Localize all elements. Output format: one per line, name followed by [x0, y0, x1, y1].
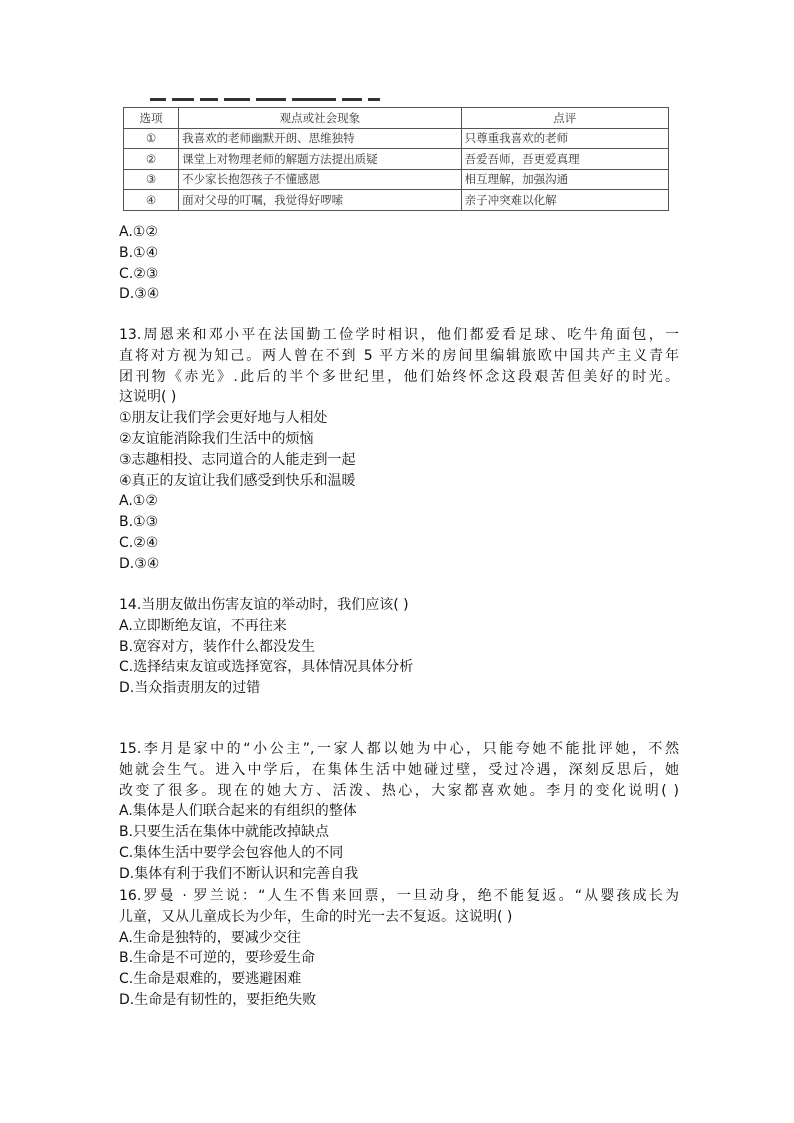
option-c: C.集体生活中要学会包容他人的不同 — [119, 844, 344, 861]
statement-3: ③志趣相投、志同道合的人能走到一起 — [119, 451, 356, 468]
table-row — [124, 128, 669, 149]
option-d: D.③④ — [119, 286, 160, 303]
statement-4: ④真正的友谊让我们感受到快乐和温暖 — [119, 472, 356, 489]
table-cell: ③ — [124, 169, 179, 190]
option-c: C.选择结束友谊或选择宽容，具体情况具体分析 — [119, 659, 414, 676]
question-stem-line: 16.罗曼 · 罗兰说：“人生不售来回票，一旦动身，绝不能复返。“从婴孩成长为 — [119, 888, 679, 904]
option-d: D.③④ — [119, 555, 160, 572]
question-stem-line: 团刊物《赤光》.此后的半个多世纪里，他们始终怀念这段艰苦但美好的时光。 — [119, 368, 679, 385]
option-b: B.生命是不可逆的，要珍爱生命 — [119, 950, 316, 967]
option-b: B.①③ — [119, 514, 159, 531]
option-d: D.集体有利于我们不断认识和完善自我 — [119, 865, 359, 882]
question-13 — [119, 325, 679, 575]
option-a: A.①② — [119, 493, 158, 510]
question-stem-line: 15.李月是家中的“小公主”,一家人都以她为中心，只能夸她不能批评她，不然 — [119, 741, 679, 757]
option-b: B.宽容对方，装作什么都没发生 — [119, 638, 316, 655]
question-stem-line: 她就会生气。进入中学后，在集体生活中她碰过壁，受过冷遇，深刻反思后，她 — [119, 761, 679, 778]
table-cell: 面对父母的叮嘱，我觉得好啰嗦 — [179, 190, 462, 211]
table-cell: 我喜欢的老师幽默开朗、思维独特 — [179, 128, 462, 149]
option-b: B.只要生活在集体中就能改掉缺点 — [119, 824, 330, 841]
option-a: A.①② — [119, 224, 158, 240]
table-cell: 不少家长抱怨孩子不懂感恩 — [179, 169, 462, 190]
question-stem-line: 14.当朋友做出伤害友谊的举动时，我们应该( ) — [119, 597, 409, 613]
table-cell: ① — [124, 128, 179, 149]
table-cell: 课堂上对物理老师的解题方法提出质疑 — [179, 149, 462, 170]
table-header-cell: 观点或社会现象 — [179, 108, 462, 129]
question-stem-line: 直将对方视为知己。两人曾在不到 5 平方米的房间里编辑旅欧中国共产主义青年 — [119, 347, 679, 364]
table-header-row — [124, 108, 669, 129]
table-cell: 只尊重我喜欢的老师 — [461, 128, 668, 149]
table-row — [124, 169, 669, 190]
option-d: D.当众指责朋友的过错 — [119, 680, 261, 697]
cropped-text-fragment — [150, 98, 400, 104]
table-row — [124, 190, 669, 211]
option-a: A.集体是人们联合起来的有组织的整体 — [119, 803, 357, 820]
question-12-options — [119, 222, 679, 305]
table-header-cell: 点评 — [461, 108, 668, 129]
table-cell: ② — [124, 149, 179, 170]
option-a: A.生命是独特的，要减少交往 — [119, 929, 301, 946]
question-stem-line: 儿童，又从儿童成长为少年，生命的时光一去不复返。这说明( ) — [119, 908, 513, 925]
question-stem-line: 这说明( ) — [119, 389, 177, 406]
statement-1: ①朋友让我们学会更好地与人相处 — [119, 410, 328, 427]
question-14 — [119, 595, 679, 699]
question-16 — [119, 886, 679, 1011]
option-c: C.生命是艰难的，要逃避困难 — [119, 971, 302, 988]
option-b: B.①④ — [119, 244, 159, 261]
table-cell: 相互理解，加强沟通 — [461, 169, 668, 190]
question-15 — [119, 739, 679, 885]
option-c: C.②③ — [119, 265, 159, 282]
options-table — [123, 107, 669, 211]
option-c: C.②④ — [119, 534, 159, 551]
table-header-cell: 选项 — [124, 108, 179, 129]
table-cell: 亲子冲突难以化解 — [461, 190, 668, 211]
question-stem-line: 改变了很多。现在的她大方、活泼、热心，大家都喜欢她。李月的变化说明( ) — [119, 782, 679, 799]
statement-2: ②友谊能消除我们生活中的烦恼 — [119, 430, 314, 447]
option-d: D.生命是有韧性的，要拒绝失败 — [119, 991, 317, 1008]
table-cell: 吾爱吾师，吾更爱真理 — [461, 149, 668, 170]
table-row — [124, 149, 669, 170]
question-stem-line: 13.周恩来和邓小平在法国勤工俭学时相识，他们都爱看足球、吃牛角面包，一 — [119, 327, 679, 343]
table-cell: ④ — [124, 190, 179, 211]
option-a: A.立即断绝友谊，不再往来 — [119, 617, 287, 634]
